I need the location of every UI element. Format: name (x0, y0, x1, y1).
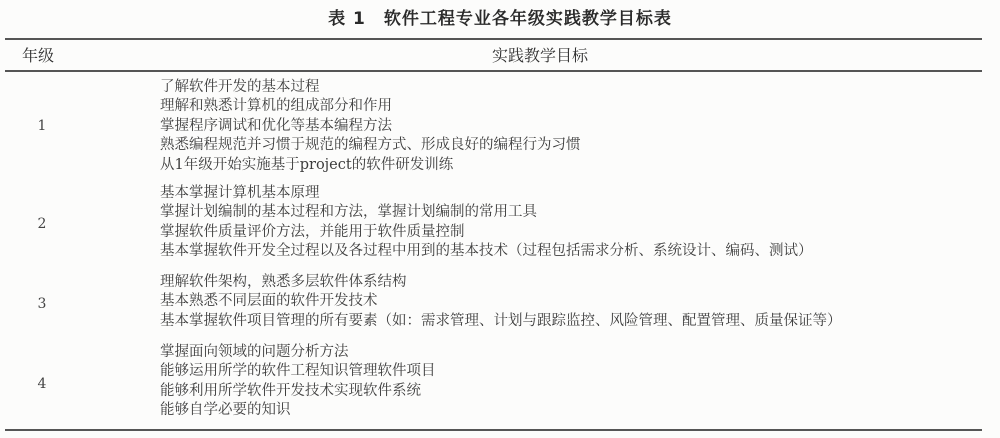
grade-cell: 3 (37, 296, 47, 312)
goals-cell (160, 343, 436, 421)
goal-item: 了解软件开发的基本过程 (160, 79, 320, 95)
goal-item: 基本掌握软件开发全过程以及各过程中用到的基本技术（过程包括需求分析、系统设计、编码、测试） (160, 243, 813, 260)
goal-item: 理解和熟悉计算机的组成部分和作用 (160, 98, 392, 115)
table-number: 表 1 (328, 9, 366, 29)
grade-cell: 2 (37, 216, 47, 232)
goal-item: 掌握面向领域的问题分析方法 (160, 344, 349, 360)
goal-item: 能够运用所学的软件工程知识管理软件项目 (160, 363, 436, 380)
table-caption (0, 4, 1000, 29)
column-header-grade: 年级 (22, 46, 55, 65)
goals-cell (160, 184, 813, 262)
goals-cell (160, 78, 581, 175)
table-title: 软件工程专业各年级实践教学目标表 (383, 9, 672, 29)
goal-item: 从1年级开始实施基于project的软件研发训练 (160, 156, 454, 173)
goal-item: 熟悉编程规范并习惯于规范的编程方式、形成良好的编程行为习惯 (160, 137, 581, 154)
table-top-rule (5, 38, 982, 40)
goal-item: 基本熟悉不同层面的软件开发技术 (160, 293, 378, 310)
goal-item: 掌握计划编制的基本过程和方法，掌握计划编制的常用工具 (160, 204, 537, 221)
goals-cell (160, 273, 842, 331)
goal-item: 能够自学必要的知识 (160, 402, 291, 419)
column-header-goals: 实践教学目标 (491, 46, 588, 65)
table-header-rule (5, 70, 982, 72)
goal-item: 理解软件架构，熟悉多层软件体系结构 (160, 274, 407, 290)
table-bottom-rule (5, 429, 982, 431)
goal-item: 掌握软件质量评价方法，并能用于软件质量控制 (160, 223, 465, 240)
grade-cell: 4 (37, 376, 47, 392)
goal-item: 基本掌握软件项目管理的所有要素（如：需求管理、计划与跟踪监控、风险管理、配置管理、质量保证等） (160, 312, 842, 329)
goal-item: 掌握程序调试和优化等基本编程方法 (160, 117, 392, 134)
goal-item: 基本掌握计算机基本原理 (160, 185, 320, 201)
grade-cell: 1 (37, 118, 47, 134)
goal-item: 能够利用所学软件开发技术实现软件系统 (160, 382, 421, 399)
